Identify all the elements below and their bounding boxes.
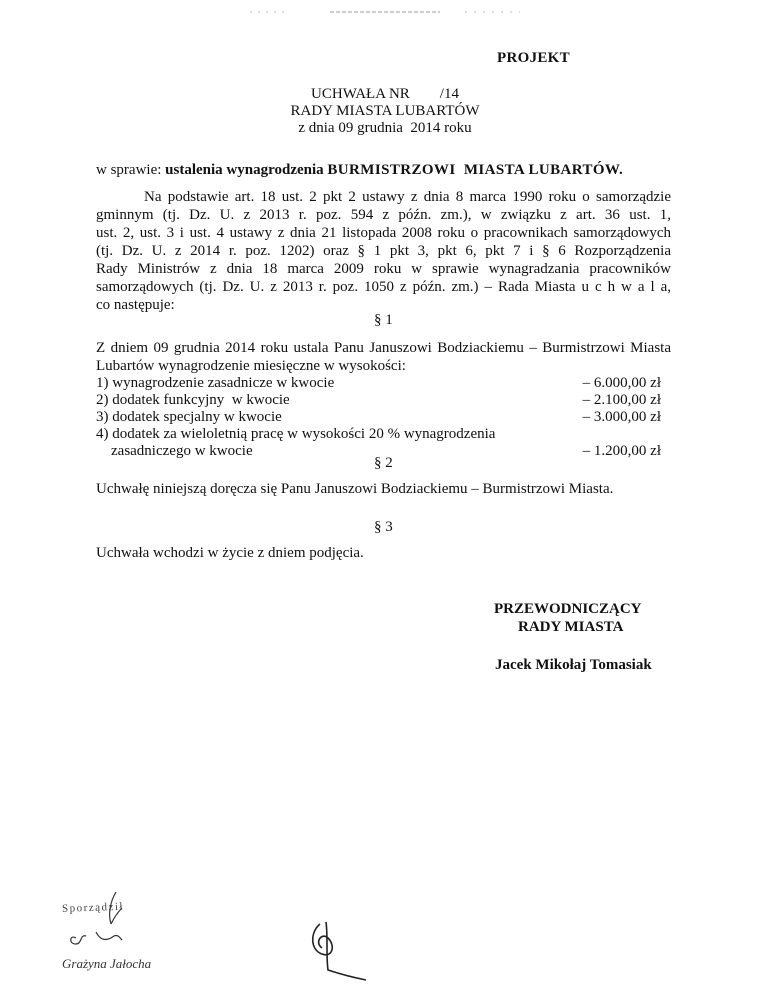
item-label: 4) dodatek za wieloletnią pracę w wysokości 20 % wynagrodzenia <box>96 426 496 442</box>
section-3-text: Uchwała wchodzi w życie z dniem podjęcia. <box>96 545 364 561</box>
item-amount: – 6.000,00 zł <box>582 375 661 391</box>
preamble-line: samorządowych (tj. Dz. U. z 2013 r. poz. 1050 z późn. zm.) – Rada Miasta u c h w a l a, <box>96 279 671 295</box>
preamble-line: (tj. Dz. U. z 2014 r. poz. 1202) oraz § 1 pkt 3, pkt 6, pkt 7 i § 6 Rozporządzenia <box>96 243 671 259</box>
draft-label: PROJEKT <box>497 50 570 66</box>
section-1-line: Lubartów wynagrodzenie miesięczne w wysokości: <box>96 358 406 374</box>
item-label: zasadniczego w kwocie <box>96 443 253 459</box>
list-item <box>96 375 671 392</box>
resolution-number: UCHWAŁA NR /14 <box>311 86 459 102</box>
section-3-heading: § 3 <box>374 519 393 535</box>
council-name: RADY MIASTA LUBARTÓW <box>290 103 480 119</box>
preamble-line: Rady Ministrów z dnia 18 marca 2009 roku w sprawie wynagradzania pracowników <box>96 261 671 277</box>
subject-prefix: w sprawie: <box>96 162 166 178</box>
preamble-line: Na podstawie art. 18 ust. 2 pkt 2 ustawy z dnia 8 marca 1990 roku o samorządzie <box>144 189 671 205</box>
item-label: 1) wynagrodzenie zasadnicze w kwocie <box>96 375 335 391</box>
section-1-line: Z dniem 09 grudnia 2014 roku ustala Panu Januszowi Bodziackiemu – Burmistrzowi Miasta <box>96 340 671 356</box>
subject-line <box>96 162 623 179</box>
subject-bold-upper: BURMISTRZOWI MIASTA LUBARTÓW. <box>327 162 624 178</box>
stamp-line-1: Sporządził <box>61 900 125 915</box>
item-amount: – 3.000,00 zł <box>582 409 661 425</box>
section-2-text: Uchwałę niniejszą doręcza się Panu Januszowi Bodziackiemu – Burmistrzowi Miasta. <box>96 481 614 497</box>
chairman-name: Jacek Mikołaj Tomasiak <box>495 657 652 673</box>
salary-items-list <box>96 375 671 460</box>
item-label: 2) dodatek funkcyjny w kwocie <box>96 392 290 408</box>
initials-signature <box>300 912 370 982</box>
preamble-line: gminnym (tj. Dz. U. z 2013 r. poz. 594 z późn. zm.), w związku z art. 36 ust. 1, <box>96 207 671 223</box>
list-item <box>96 426 671 443</box>
section-2-heading: § 2 <box>374 455 393 471</box>
list-item <box>96 392 671 409</box>
item-amount: – 1.200,00 zł <box>582 443 661 459</box>
chairman-title: PRZEWODNICZĄCY <box>494 601 642 617</box>
scan-noise <box>250 10 520 14</box>
stamp-line-2: Grażyna Jałocha <box>62 956 152 971</box>
council-title: RADY MIASTA <box>518 619 624 635</box>
item-amount: – 2.100,00 zł <box>582 392 661 408</box>
subject-bold-lower: ustalenia wynagrodzenia <box>165 162 328 178</box>
prepared-by-stamp <box>56 888 196 978</box>
list-item <box>96 409 671 426</box>
resolution-date: z dnia 09 grudnia 2014 roku <box>298 120 472 136</box>
resolution-header <box>230 86 540 137</box>
section-1-paragraph <box>96 339 671 375</box>
section-1-heading: § 1 <box>374 312 393 328</box>
preamble-line: ust. 2, ust. 3 i ust. 4 ustawy z dnia 21 listopada 2008 roku o pracownikach samorządowych <box>96 225 671 241</box>
item-label: 3) dodatek specjalny w kwocie <box>96 409 282 425</box>
preamble-paragraph <box>96 188 671 314</box>
preamble-line: co następuje: <box>96 297 175 313</box>
